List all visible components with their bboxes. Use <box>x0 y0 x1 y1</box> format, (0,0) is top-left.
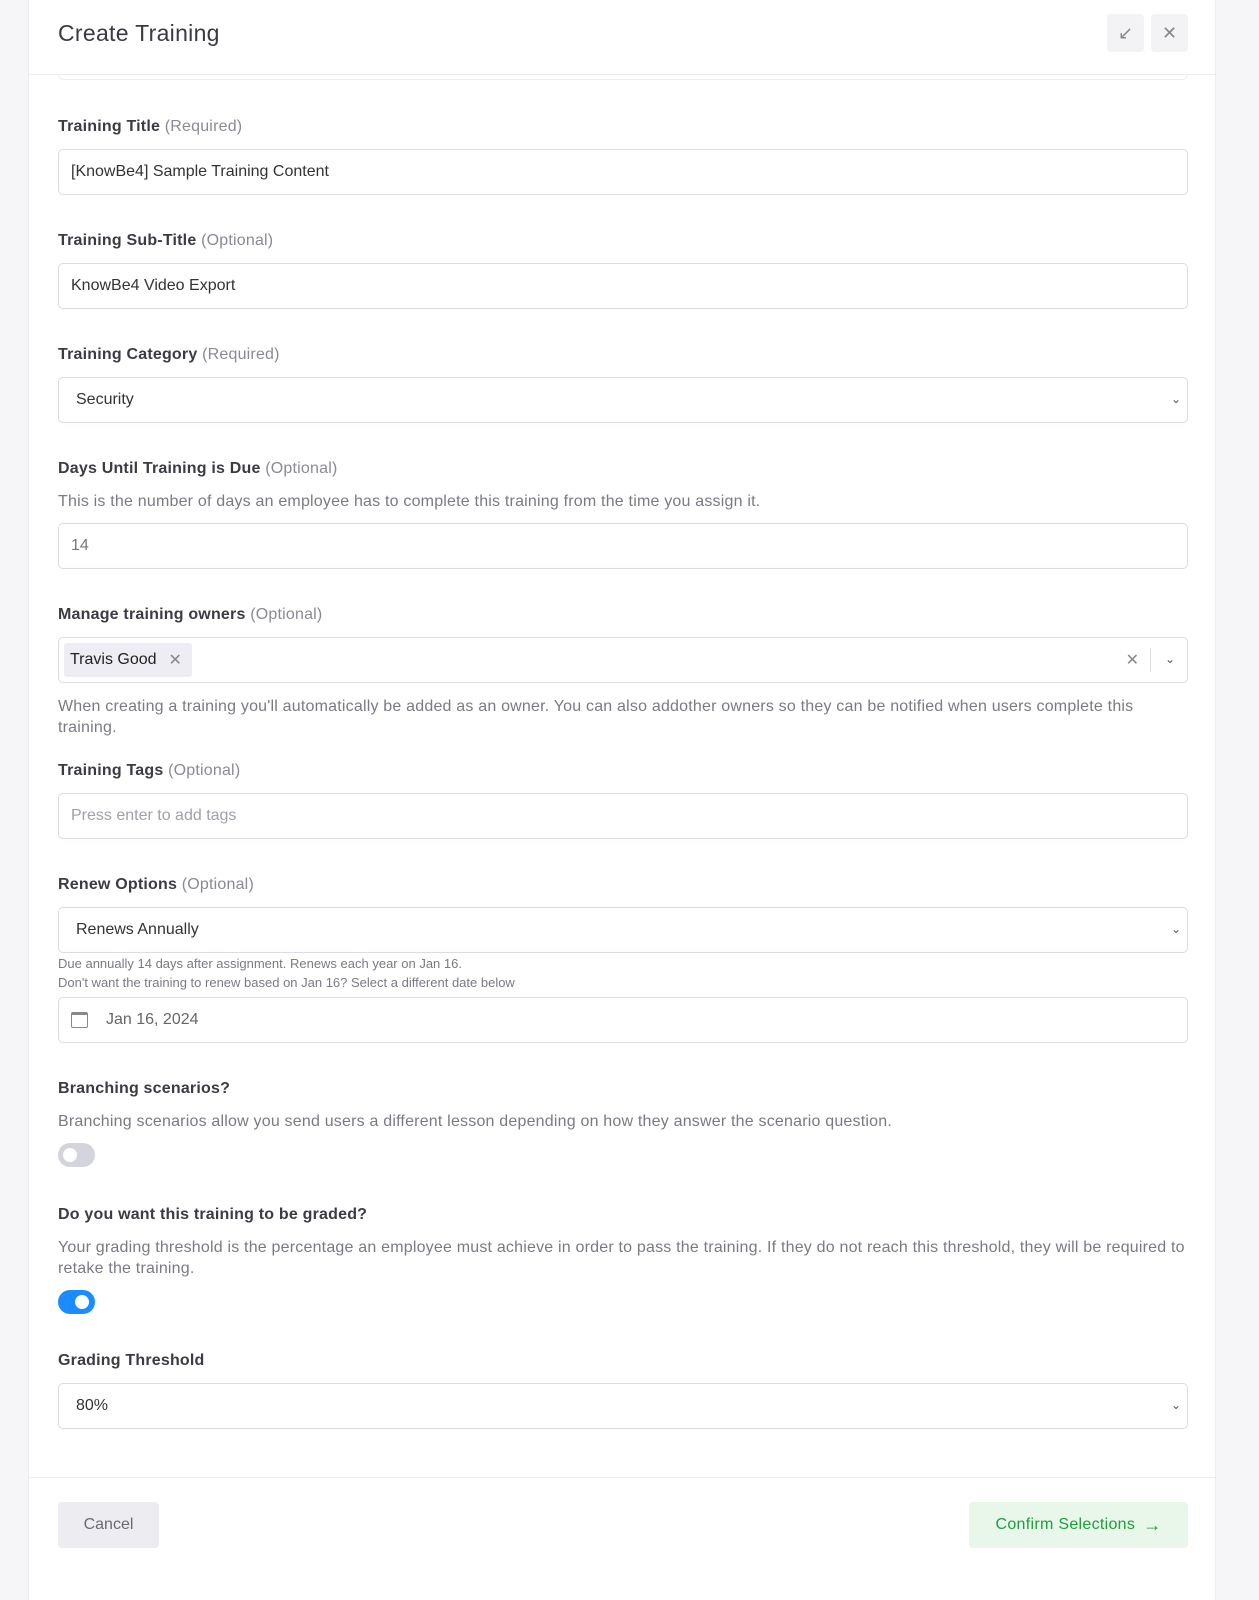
close-button[interactable] <box>1151 14 1188 52</box>
minimize-button[interactable] <box>1107 14 1144 52</box>
renew-date-input[interactable]: Jan 16, 2024 <box>58 997 1188 1043</box>
remove-chip-icon[interactable]: ✕ <box>168 652 182 669</box>
footer-divider <box>29 1477 1215 1478</box>
training-title-input[interactable]: [KnowBe4] Sample Training Content <box>58 149 1188 195</box>
owners-help: When creating a training you'll automatically be added as an owner. You can also addother owners so they can be notified when users complete this training. <box>58 698 1134 736</box>
threshold-select[interactable]: 80% ⌄ <box>58 1383 1188 1429</box>
owners-label: Manage training owners (Optional) <box>58 606 323 623</box>
modal-title: Create Training <box>58 20 220 46</box>
subtitle-label: Training Sub-Title (Optional) <box>58 232 274 249</box>
owners-multiselect[interactable] <box>58 637 1188 683</box>
title-label: Training Title (Required) <box>58 118 243 135</box>
create-training-modal <box>28 0 1216 1600</box>
branching-label: Branching scenarios? <box>58 1080 231 1097</box>
chevron-down-icon: ⌄ <box>1170 922 1181 936</box>
header-divider <box>29 74 1215 75</box>
tags-input[interactable]: Press enter to add tags <box>58 793 1188 839</box>
chevron-down-icon: ⌄ <box>1170 1398 1181 1412</box>
chevron-down-icon: ⌄ <box>1170 392 1181 406</box>
chevron-down-icon[interactable]: ⌄ <box>1164 652 1175 666</box>
cancel-button[interactable]: Cancel <box>58 1502 159 1548</box>
close-icon: ✕ <box>1161 22 1178 43</box>
days-input[interactable]: 14 <box>58 523 1188 569</box>
minimize-icon: ↙ <box>1117 22 1134 43</box>
renew-note-2: Don't want the training to renew based on Jan 16? Select a different date below <box>58 975 515 990</box>
renew-note-1: Due annually 14 days after assignment. Renews each year on Jan 16. <box>58 956 462 971</box>
tags-label: Training Tags (Optional) <box>58 762 241 779</box>
category-select[interactable]: Security ⌄ <box>58 377 1188 423</box>
days-description: This is the number of days an employee has to complete this training from the time you assign it. <box>58 493 761 510</box>
arrow-right-icon: → <box>1143 1514 1162 1535</box>
category-label: Training Category (Required) <box>58 346 280 363</box>
branching-description: Branching scenarios allow you send users a different lesson depending on how they answer the scenario question. <box>58 1113 892 1130</box>
divider <box>1150 648 1151 672</box>
graded-toggle[interactable] <box>58 1290 95 1314</box>
renew-select[interactable]: Renews Annually ⌄ <box>58 907 1188 953</box>
branching-toggle[interactable] <box>58 1143 95 1167</box>
graded-description: Your grading threshold is the percentage an employee must achieve in order to pass the training. If they do not reach this threshold, they will be required to retake the training. <box>58 1239 1185 1277</box>
confirm-selections-button[interactable]: Confirm Selections → <box>969 1502 1188 1548</box>
training-subtitle-input[interactable]: KnowBe4 Video Export <box>58 263 1188 309</box>
renew-label: Renew Options (Optional) <box>58 876 254 893</box>
graded-label: Do you want this training to be graded? <box>58 1206 368 1223</box>
days-label: Days Until Training is Due (Optional) <box>58 460 338 477</box>
threshold-label: Grading Threshold <box>58 1352 205 1369</box>
calendar-icon <box>71 1012 88 1028</box>
owner-chip: Travis Good ✕ <box>64 643 192 677</box>
clear-icon[interactable]: ✕ <box>1125 652 1139 669</box>
